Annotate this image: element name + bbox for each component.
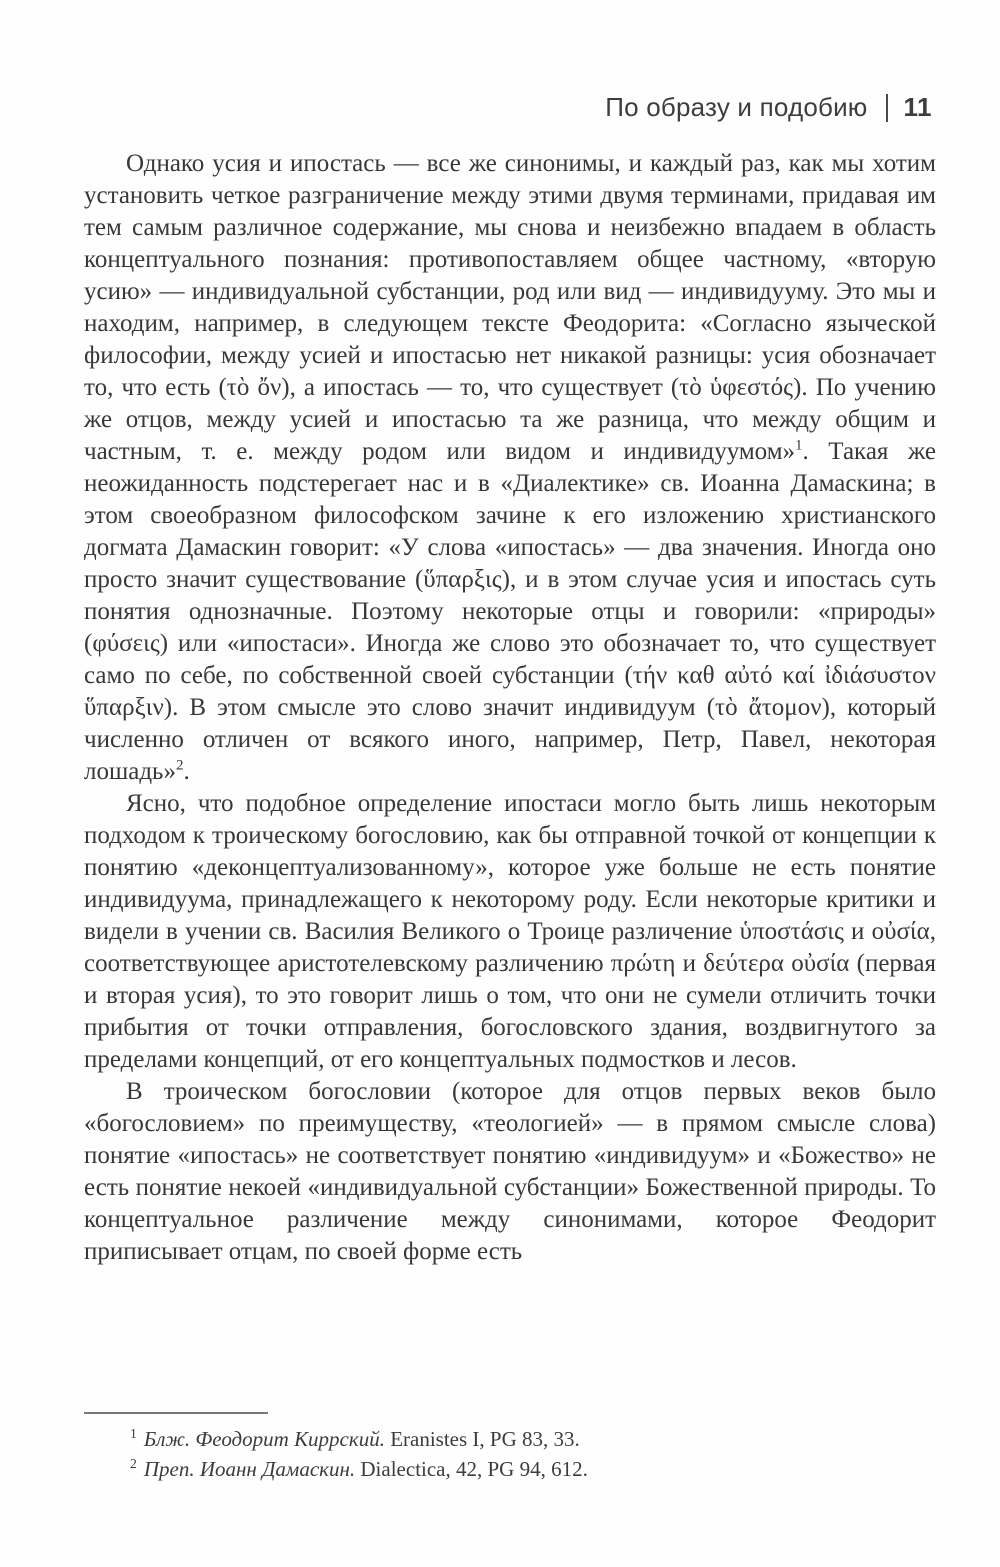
footnote-separator	[84, 1412, 268, 1414]
footnote-ref: 1	[795, 437, 803, 454]
footnote-ref: 2	[175, 757, 184, 774]
paragraph-2	[84, 788, 936, 1076]
running-head-title: По образу и подобию	[605, 92, 868, 122]
footnote-source-1: Блж. Феодорит Киррский.	[143, 1427, 385, 1451]
footnote-number-2: 2	[130, 1456, 137, 1471]
header-divider	[886, 94, 888, 122]
paragraph-1	[84, 148, 936, 788]
paragraph-text: Однако усия и ипостась — все же синонимы, и каждый раз, как мы хотим установить четкое разграничение между этими двумя терминами, придавая им тем самым различное содержание, мы снова и неизбежно впадаем в область концептуального познания: противопоставляем общее частному, «вторую усию» — индивидуальной субстанции, род или вид — индивидууму. Это мы и находим, например, в следующем тексте Феодорита: «Согласно языческой философии, между усией и ипостасью нет никакой разницы: усия обозначает то, что есть (τὸ ὄν), а ипостась — то, что существует (τὸ ὑφεστός). По учению же отцов, между усией и ипостасью та же разница, что между общим и частным, т. е. между родом или видом и индивидуумом»	[84, 150, 936, 465]
footnote-number-1: 1	[130, 1426, 137, 1441]
footnote-item-1	[84, 1424, 936, 1454]
page-header	[605, 92, 932, 123]
footnote-reference-1: Eranistes I, PG 83, 33.	[384, 1427, 580, 1451]
paragraph-text: .	[183, 758, 190, 785]
paragraph-text: . Такая же неожиданность подстерегает нас и в «Диалектике» св. Иоанна Дамаскина; в этом своеобразном философском зачине к его изложению христианского догмата Дамаскин говорит: «У слова «ипостась» — два значения. Иногда оно просто значит существование (ὕπαρξις), и в этом случае усия и ипостась суть понятия однозначные. Поэтому некоторые отцы и говорили: «природы» (φύσεις) или «ипостаси». Иногда же слово это обозначает то, что существует само по себе, по собственной своей субстанции (τήν καθ αὐτό καί ἰδιάσυστον ὕπαρξιν). В этом смысле это слово значит индивидуум (τὸ ἄτομον), который численно отличен от всякого иного, например, Петр, Павел, некоторая лошадь»	[84, 438, 936, 785]
footnotes-block	[84, 1412, 936, 1484]
paragraph-3	[84, 1076, 936, 1268]
text-block	[84, 148, 936, 1268]
paragraph-text: В троическом богословии (которое для отцов первых веков было «богословием» по преимуществу, «теологией» — в прямом смысле слова) понятие «ипостась» не соответствует понятию «индивидуум» и «Божество» не есть понятие некоей «индивидуальной субстанции» Божественной природы. То концептуальное различение между синонимами, которое Феодорит приписывает отцам, по своей форме есть	[84, 1078, 936, 1265]
footnote-item-2	[84, 1454, 936, 1484]
page-number: 11	[903, 92, 932, 122]
footnote-reference-2: Dialectica, 42, PG 94, 612.	[355, 1457, 588, 1481]
paragraph-text: Ясно, что подобное определение ипостаси могло быть лишь некоторым подходом к троическому богословию, как бы отправной точкой от концепции к понятию «деконцептуализованному», которое уже больше не есть понятие индивидуума, принадлежащего к некоторому роду. Если некоторые критики и видели в учении св. Василия Великого о Троице различение ὑποστάσις и οὐσία, соответствующее аристотелевскому различению πρώτη и δεύτερα οὐσία (первая и вторая усия), то это говорит лишь о том, что они не сумели отличить точки прибытия от точки отправления, богословского здания, воздвигнутого за пределами концепций, от его концептуальных подмостков и лесов.	[84, 790, 936, 1073]
footnote-source-2: Преп. Иоанн Дамаскин.	[143, 1457, 356, 1481]
